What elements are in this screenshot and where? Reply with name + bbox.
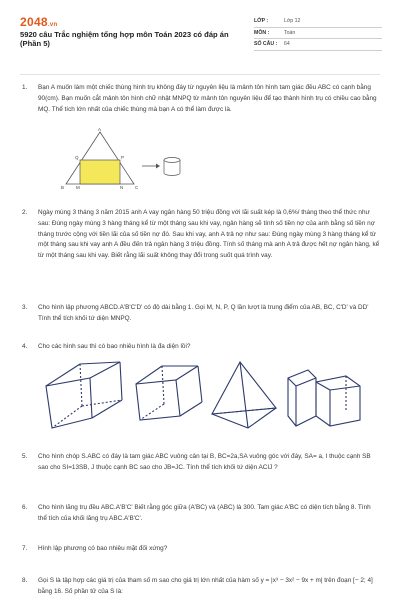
info-key: MÔN : <box>254 29 270 36</box>
figure-triangle-cylinder <box>58 126 188 190</box>
info-row-subject <box>254 28 382 40</box>
info-row-class <box>254 16 382 28</box>
question-number: 4. <box>22 343 28 350</box>
label-n: N <box>120 185 124 190</box>
info-key: LỚP : <box>254 18 269 25</box>
info-value: 64 <box>284 41 290 48</box>
cylinder-top <box>164 158 180 163</box>
divider <box>20 74 380 75</box>
arrow-head <box>156 164 160 169</box>
polyhedron-4 <box>288 370 360 426</box>
polyhedron-1 <box>46 362 122 428</box>
label-b: B <box>61 185 65 190</box>
label-c: C <box>135 185 139 190</box>
site-logo[interactable] <box>20 15 57 29</box>
question-number: 8. <box>22 577 28 584</box>
polyhedron-3 <box>212 362 276 428</box>
label-m: M <box>76 185 80 190</box>
question-text: Cho hình lập phương ABCD.A'B'C'D' có độ dài bằng 1. Gọi M, N, P, Q lần lượt là trung điểm của AB, BC, C'D' và DD' Tính thể tích khối tứ diện MNPQ. <box>38 304 369 322</box>
figure-polyhedra <box>40 356 380 436</box>
question-text: Ngày mùng 3 tháng 3 năm 2015 anh A vay ngân hàng 50 triệu đồng với lãi suất kép là 0,6%/ tháng theo thể thức như sau: Đúng ngày mùng 3 hàng tháng kể từ một tháng sau khi vay, ngân hàng sẽ tính số tiền nợ của anh bằng số tiền nợ tháng trước cộng với tiền lãi của số tiền nợ đó. Sau khi vay, anh A trả nợ như sau: Đúng ngày mùng 3 hàng tháng kể từ một tháng sau khi vay anh A đều đến trả ngân hàng 3 triệu đồng. Tính số tháng mà anh A trả được hết nợ ngân hàng, kể từ một tháng sau khi vay. Biết rằng lãi suất không thay đổi trong suốt quá trình vay. <box>38 209 380 260</box>
question-number: 5. <box>22 453 28 460</box>
question-text: Cho các hình sau thì có bao nhiêu hình là đa diện lồi? <box>38 343 191 350</box>
info-value: Lớp 12 <box>284 18 301 25</box>
label-q: Q <box>75 155 79 160</box>
page-title: 5920 câu Trắc nghiệm tổng hợp môn Toán 2023 có đáp án (Phần 5) <box>20 30 229 49</box>
info-key: SỐ CÂU : <box>254 41 278 48</box>
question-text: Hình lập phương có bao nhiêu mặt đối xứng? <box>38 545 168 552</box>
question-number: 3. <box>22 304 28 311</box>
question-text: Gọi S là tập hợp các giá trị của tham số m sao cho giá trị lớn nhất của hàm số y = |x³ − 3x² − 9x + m| trên đoạn [− 2; 4] bằng 16. Số phần tử của S là: <box>38 577 373 595</box>
label-a: A <box>98 127 102 132</box>
info-row-count <box>254 39 382 51</box>
logo-suffix: .vn <box>47 22 58 28</box>
logo-text: 2048 <box>20 15 48 29</box>
question-text: Bạn A muốn làm một chiếc thùng hình trụ không đáy từ nguyên liệu là mảnh tôn hình tam giác đều ABC có cạnh bằng 90(cm). Bạn muốn cắt mảnh tôn hình chữ nhật MNPQ từ mảnh tôn nguyên liệu để tạo thành hình trụ có chiều cao bằng MQ. Thể tích lớn nhất của chiếc thùng mà bạn A có thể làm được là. <box>38 84 377 113</box>
polyhedron-2 <box>136 366 202 420</box>
question-number: 2. <box>22 209 28 216</box>
question-number: 7. <box>22 545 28 552</box>
info-table <box>254 16 382 51</box>
question-number: 6. <box>22 504 28 511</box>
cylinder-bottom <box>164 173 180 176</box>
question-number: 1. <box>22 84 28 91</box>
info-value: Toán <box>284 29 296 36</box>
rectangle-mnpq <box>80 160 120 184</box>
label-p: P <box>121 155 125 160</box>
question-text: Cho hình chóp S.ABC có đáy là tam giác ABC vuông cân tại B, BC=2a,SA vuông góc với đáy, SA= a, I thuộc cạnh SB sao cho SI=13SB, J thuộc cạnh BC sao cho JB=JC. Tính thể tích khối tứ diện ACIJ ? <box>38 453 371 471</box>
question-text: Cho hình lăng trụ đều ABC.A'B'C' Biết rằng góc giữa (A'BC) và (ABC) là 300. Tam giác A'BC có diện tích bằng 8. Tính thể tích của khối lăng trụ ABC.A'B'C'. <box>38 504 371 522</box>
